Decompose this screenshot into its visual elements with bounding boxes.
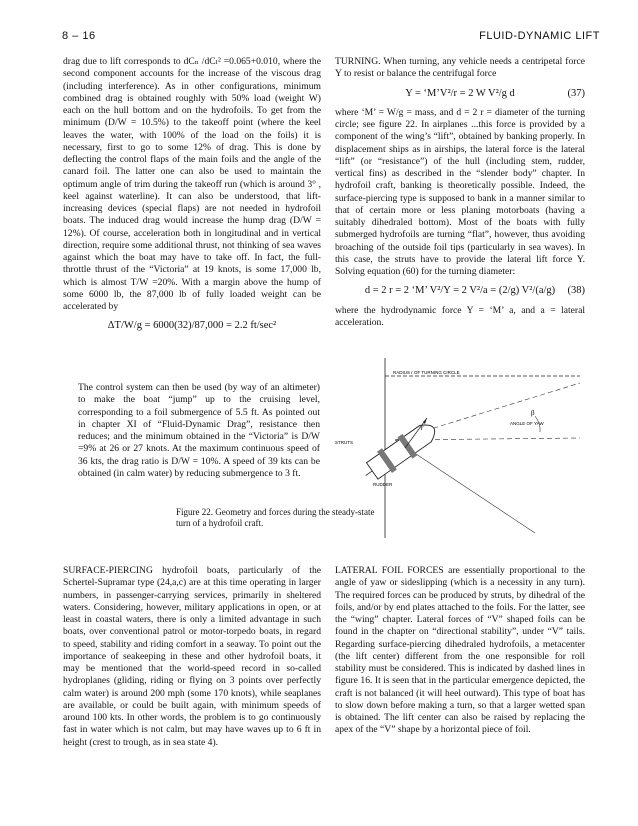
inset-paragraph (78, 382, 320, 480)
equation-37 (335, 88, 585, 100)
struts-label: STRUTS (335, 440, 353, 445)
equation-38-body: d = 2 r = 2 ‘M’ V²/Y = 2 V²/a = (2/g) V²/(a/g) (364, 285, 556, 297)
beta-label: β (531, 409, 535, 417)
body-paragraph: where ‘M’ = W/g = mass, and d = 2 r = diameter of the turning circle; see figure 22. In airplanes ...this force is provided by a component of the wing’s “lift”, obtained by banking properly. In displacement ships as in airships, the lateral force is the lateral “lift” (or “resistance”) of the hull (including stem, rudder, vertical fins) as described in the “slender body” chapter. In hydrofoil craft, banking is theoretically possible. Indeed, the surface-piercing type is supposed to bank in a manner similar to that of certain more or less planing motorboats (having a suitably dihedraled bottom). Most of the boats with fully submerged hydrofoils are turning “flat”, however, thus avoiding broaching of the outside foil tips (particularly in sea waves). In this case, the struts have to provide the lateral lift force Y. Solving equation (60) for the turning diameter: (335, 106, 585, 277)
page-header (62, 30, 600, 46)
figure-caption (176, 507, 376, 529)
body-paragraph: LATERAL FOIL FORCES are essentially proportional to the angle of yaw or sideslipping (which is a necessity in any turn). The required forces can be produced by struts, by dihedral of the foils, and/or by end plates attached to the foils. For the latter, see the “wing” chapter. Lateral forces of “V” shaped foils can be found in the chapter on “directional stability”, under “V” tails. Regarding surface-piercing dihedraled hydrofoils, a metacenter (the lift center) different from the one responsible for roll stability must be considered. This is indicated by dashed lines in figure 16. It is seen that in the particular emergence depicted, the craft is not balanced (it will heel outward). This type of boat has to slow down before making a turn, so that a larger wetted span is obtained. The lift center can also be raised by replacing the apex of the “V” shape by a horizontal piece of foil. (335, 565, 585, 736)
boat-hull (358, 417, 441, 486)
turning-intro: TURNING. When turning, any vehicle needs a centripetal force Y to resist or balance the centrifugal force (335, 56, 585, 80)
equation-37-body: Y = ‘M’V²/r = 2 W V²/g d (405, 87, 515, 99)
body-paragraph: drag due to lift corresponds to dCₙ /dCₗ² =0.065+0.010, where the second component accounts for the increase of the viscous drag (including interference). As in other configurations, minimum combined drag is obtained roughly with 50% load (weight W) each on the hull bottom and on the hydrofoils. To get from the minimum (D/W = 10.5%) to the takeoff point (where the keel leaves the water, with 100% of the load on the foils) it is necessary, first to go to some 12% of drag. This is done by deflecting the control flaps of the main foils and the angle of the canard foil. The latter one can also be used to maintain the optimum angle of trim during the takeoff run (which is around 3° , keel against waterline). It can also be understood, that lift-increasing devices (special flaps) are not needed in hydrofoil boats. The induced drag would increase the hump drag (D/W = 12%). Of course, acceleration both in longitudinal and in vertical direction, require some additional thrust, not thinking of sea waves against which the boat may have to take off. In fact, the full-throttle thrust of the “Victoria” at 19 knots, is some 17,000 lb, which is almost T/W =20%. With a margin above the hump of some 6000 lb, the 87,000 lb of fully loaded weight can be accelerated by (63, 56, 321, 312)
right-column-bottom (335, 565, 585, 737)
equation-38-number: (38) (567, 285, 585, 297)
rudder-label: RUDDER (373, 482, 393, 487)
right-column-top (335, 56, 585, 329)
caption-text: Geometry and forces during the steady-state turn of a hydrofoil craft. (176, 507, 375, 528)
rudder-stub (366, 471, 373, 476)
page-number: 8 – 16 (62, 30, 96, 42)
body-paragraph: SURFACE-PIERCING hydrofoil boats, particularly of the Schertel-Supramar type (24,a,c) are at this time operating in larger numbers, in passenger-carrying services, primarily in sheltered waters. Considering, however, military applications in open, or at least in coastal waters, there is only a limited advantage in such boats, over conventional patrol or motor-torpedo boats, in regard to speed, stability and riding comfort in a seaway. To point out the importance of seakeeping in these and other hydrofoil boats, it may be mentioned that the world-speed record in so-called hydroplanes (gliding, riding or flying on 3 points over perfectly calm water) is around 200 mph (some 170 knots), while seaplanes are available, or could be built again, with minimum speeds of around 100 kts. In other words, the problem is to go continuously fast in water which is not calm, but may have waves up to 6 ft in height (crest to trough, as in sea state 4). (63, 565, 321, 748)
force-y-label: Y (420, 426, 424, 432)
body-paragraph: where the hydrodynamic force Y = ‘M’ a, and a = lateral acceleration. (335, 304, 585, 328)
left-column-bottom (63, 565, 321, 749)
equation-38 (335, 285, 585, 297)
radius-label: RADIUS r OF TURNING CIRCLE (393, 370, 460, 375)
yaw-label: ANGLE OF YAW (510, 421, 544, 426)
hull-outline (366, 420, 439, 479)
caption-label: Figure 22. (176, 507, 213, 517)
equation-37-number: (37) (567, 87, 585, 99)
equation-acceleration: ΔT/W/g = 6000(32)/87,000 = 2.2 ft/sec² (107, 320, 277, 332)
body-paragraph: The control system can then be used (by way of an altimeter) to make the boat “jump” up to the cruising level, corresponding to a foil submergence of 5.5 ft. As pointed out in chapter XI of “Fluid-Dynamic Drag”, resistance then reduces; and the minimum obtained in the “Victoria” is D/W =9% at 26 or 27 knots. At the maximum continuous speed of 36 kts, the drag ratio is D/W = 10%. A speed of 39 kts can be obtained (in calm water) by reducing submergence to 3 ft. (78, 382, 320, 479)
left-column-top (63, 56, 321, 340)
running-title: FLUID-DYNAMIC LIFT (479, 30, 600, 42)
